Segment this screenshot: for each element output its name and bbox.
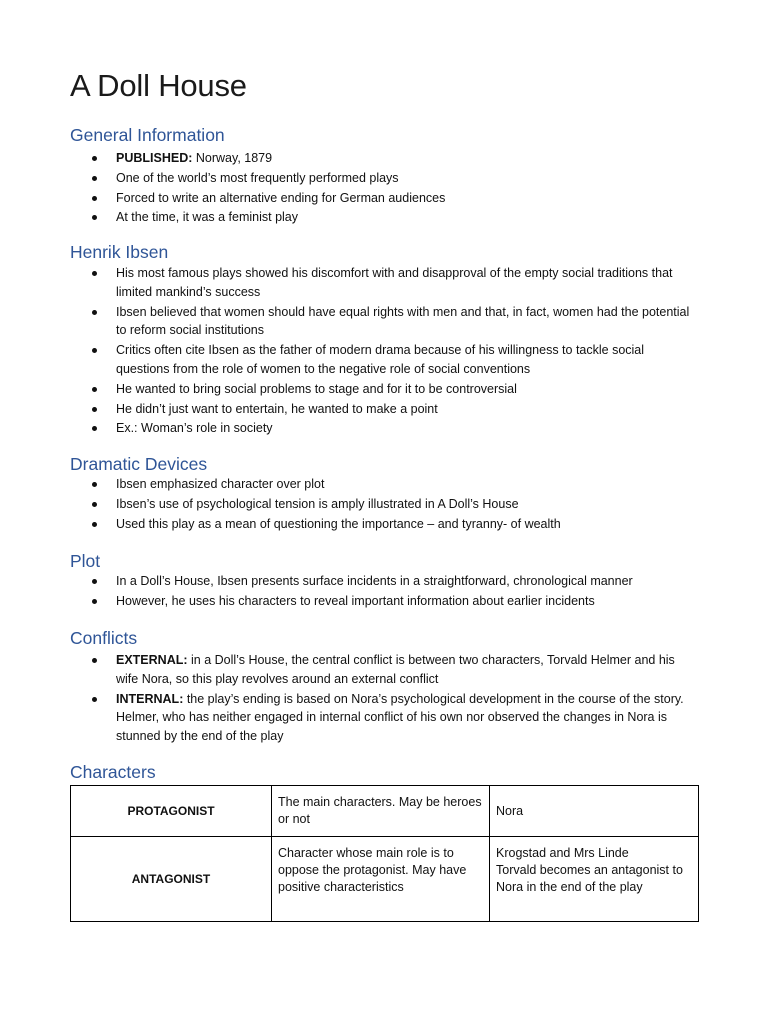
item-lead: EXTERNAL:: [116, 653, 188, 667]
characters-table: [70, 785, 699, 922]
plot-list: [70, 572, 690, 612]
list-item: [70, 690, 690, 746]
heading-plot: Plot: [70, 551, 101, 571]
character-name: Nora: [496, 803, 524, 818]
item-lead: PUBLISHED:: [116, 151, 193, 165]
role-cell: ANTAGONIST: [71, 837, 272, 922]
heading-henrik-ibsen: Henrik Ibsen: [70, 242, 169, 262]
item-text: He wanted to bring social problems to stage and for it to be controversial: [116, 381, 517, 396]
item-text: Ibsen believed that women should have equal rights with men and that, in fact, women had the potential to reform social institutions: [116, 304, 690, 338]
general-information-list: [70, 149, 690, 228]
item-text: In a Doll’s House, Ibsen presents surface incidents in a straightforward, chronological manner: [116, 574, 633, 588]
description-cell: The main characters. May be heroes or not: [272, 786, 490, 837]
list-item: [70, 208, 690, 227]
item-text: Norway, 1879: [192, 151, 273, 165]
table-row: [71, 837, 699, 922]
item-text: His most famous plays showed his discomfort with and disapproval of the empty social traditions that limited mankind’s success: [116, 266, 673, 299]
heading-characters: Characters: [70, 762, 156, 782]
item-text: Ibsen emphasized character over plot: [116, 477, 325, 491]
names-cell: [490, 837, 699, 922]
list-item: [70, 169, 690, 188]
item-text: However, he uses his characters to reveal important information about earlier incidents: [116, 593, 595, 608]
role-cell: PROTAGONIST: [71, 786, 272, 837]
list-item: [70, 419, 690, 438]
list-item: [70, 515, 690, 534]
item-text: Forced to write an alternative ending for German audiences: [116, 190, 446, 205]
list-item: [70, 264, 690, 302]
item-text: One of the world’s most frequently performed plays: [116, 170, 399, 185]
table-row: [71, 786, 699, 837]
item-text: He didn’t just want to entertain, he wanted to make a point: [116, 401, 438, 416]
list-item: [70, 400, 690, 419]
list-item: [70, 380, 690, 399]
item-text: Ex.: Woman’s role in society: [116, 421, 273, 436]
character-name: Torvald becomes an antagonist to Nora in the end of the play: [496, 863, 683, 894]
dramatic-devices-list: [70, 475, 690, 534]
list-item: [70, 189, 690, 208]
list-item: [70, 651, 690, 689]
names-cell: [490, 786, 699, 837]
item-text: Ibsen’s use of psychological tension is amply illustrated in A Doll’s House: [116, 496, 519, 511]
list-item: [70, 572, 690, 591]
character-name: Krogstad and Mrs Linde: [496, 846, 629, 860]
item-text: At the time, it was a feminist play: [116, 210, 299, 225]
description-cell: Character whose main role is to oppose the protagonist. May have positive characteristics: [272, 837, 490, 922]
list-item: [70, 475, 690, 494]
list-item: [70, 341, 690, 379]
list-item: [70, 592, 690, 611]
item-text: Used this play as a mean of questioning the importance – and tyranny- of wealth: [116, 516, 561, 531]
heading-conflicts: Conflicts: [70, 628, 138, 648]
list-item: [70, 149, 690, 168]
item-text: the play’s ending is based on Nora’s psychological development in the course of the story. Helmer, who has neither engaged in internal conflict of his own nor observed the changes in Nora is stunned by the end of the play: [116, 691, 684, 744]
conflicts-list: [70, 651, 690, 747]
list-item: [70, 303, 690, 341]
henrik-ibsen-list: [70, 264, 690, 439]
item-lead: INTERNAL:: [116, 691, 184, 706]
item-text: in a Doll’s House, the central conflict is between two characters, Torvald Helmer and his wife Nora, so this play revolves around an external conflict: [116, 653, 675, 686]
heading-general-information: General Information: [70, 125, 225, 145]
item-text: Critics often cite Ibsen as the father of modern drama because of his willingness to tackle social questions from the role of women to the negative role of social conventions: [116, 343, 645, 376]
heading-dramatic-devices: Dramatic Devices: [70, 454, 208, 474]
list-item: [70, 495, 690, 514]
document-title: A Doll House: [70, 68, 247, 103]
